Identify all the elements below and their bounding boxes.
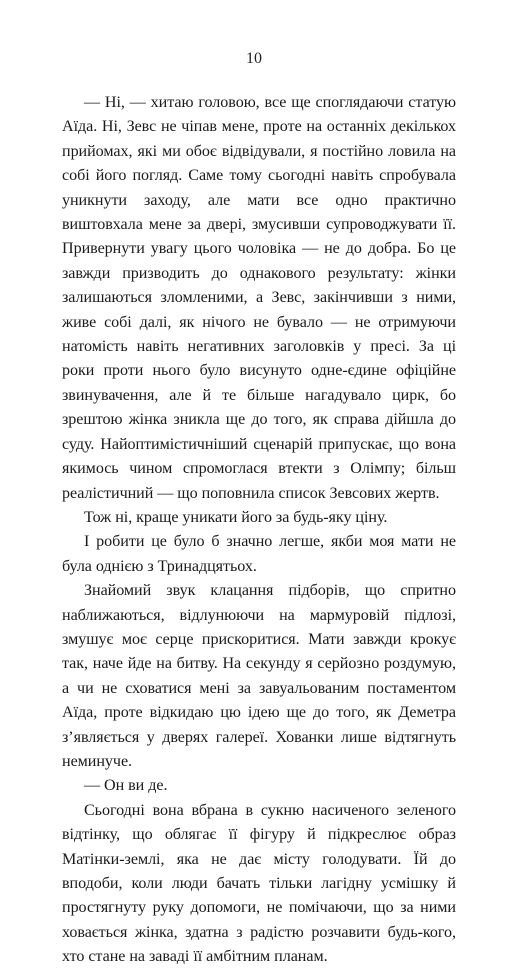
paragraph-1: — Ні, — хитаю головою, все ще споглядаючи статую Аїда. Ні, Зевс не чіпав мене, проте на останніх декількох прийомах, які ми обоє відвідували, я постійно ловила на собі його погляд. Саме тому сьогодні навіть спробувала уникнути заходу, але мати все одно практично виштовхала мене за двері, змусивши супроводжувати її. Привернути увагу цього чоловіка — не до добра. Бо це завжди призводить до однакового результату: жінки залишаються зломленими, а Зевс, закінчивши з ними, живе собі далі, як нічого не бувало — не отримуючи натомість навіть негативних заголовків у пресі. За ці роки проти нього було висунуто одне-єдине офіційне звинувачення, але й те більше нагадувало цирк, бо зрештою жінка зникла ще до того, як справа дійшла до суду. Найоптимістичніший сценарій припускає, що вона якимось чином спромоглася втекти з Олімпу; більш реалістичний — що поповнила список Зевсових жертв. [62, 94, 456, 502]
paragraph-3: І робити це було б значно легше, якби моя мати не була однією з Тринадцятьох. [62, 533, 456, 575]
body-text [62, 91, 456, 970]
paragraph-5: — Он ви де. [84, 777, 168, 795]
paragraph-2: Тож ні, краще уникати його за будь-яку ціну. [84, 508, 388, 526]
paragraph-6: Сьогодні вона вбрана в сукню насиченого зеленого відтінку, що облягає її фігуру й підкреслює образ Матінки-землі, яка не дає місту голодувати. Їй до вподоби, коли люди бачать тільки лагідну усмішку й простягнуту руку допомоги, не помічаючи, що за ними ховається жінка, здатна з радістю розчавити будь-кого, хто стане на заваді її амбітним планам. [62, 801, 456, 966]
page-number: 10 [246, 50, 262, 67]
paragraph-4: Знайомий звук клацання підборів, що спритно наближаються, відлунюючи на мармуровій підлозі, змушує моє серце прискоритися. Мати завжди крокує так, наче йде на битву. На секунду я серйозно роздумую, а чи не сховатися мені за завуальованим постаментом Аїда, проте відкидаю цю ідею ще до того, як Деметра з’являється у дверях галереї. Хованки лише відтягнуть неминуче. [62, 582, 456, 770]
